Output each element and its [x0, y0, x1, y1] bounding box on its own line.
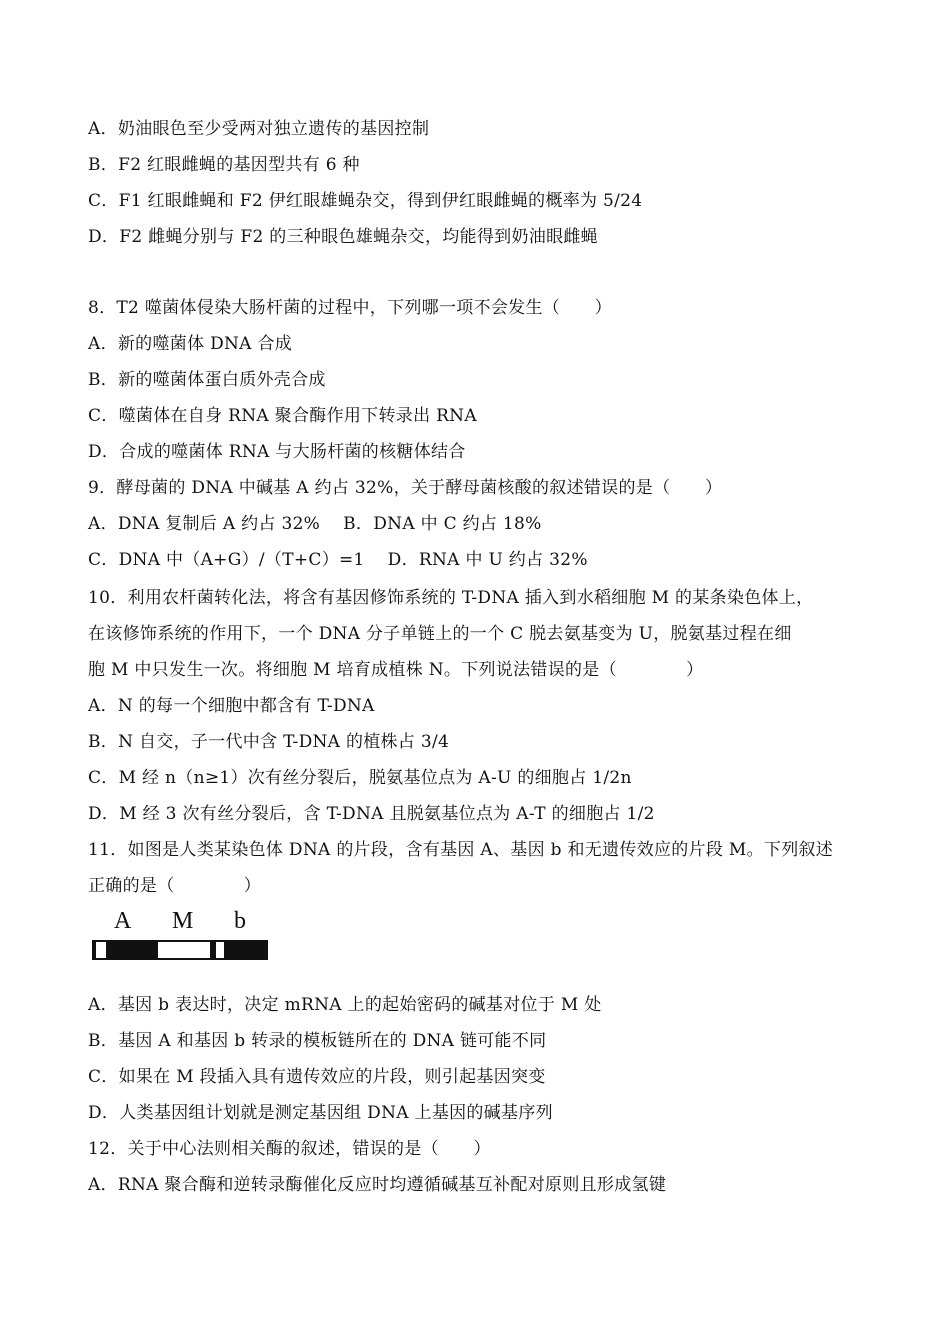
- q10-stem-line-3: 胞 M 中只发生一次。将细胞 M 培育成植株 N。下列说法错误的是（ ）: [88, 660, 704, 680]
- q7-option-c: C．F1 红眼雌蝇和 F2 伊红眼雄蝇杂交，得到伊红眼雌蝇的概率为 5/24: [88, 191, 643, 211]
- q11-stem-line-2: 正确的是（ ）: [88, 876, 261, 896]
- q12-option-a: A．RNA 聚合酶和逆转录酶催化反应时均遵循碱基互补配对原则且形成氢键: [88, 1175, 667, 1195]
- q11-option-c: C．如果在 M 段插入具有遗传效应的片段，则引起基因突变: [88, 1067, 546, 1087]
- q10-stem-line-1: 10．利用农杆菌转化法，将含有基因修饰系统的 T-DNA 插入到水稻细胞 M 的某条染色体上，: [88, 588, 814, 608]
- q10-option-b: B．N 自交，子一代中含 T-DNA 的植株占 3/4: [88, 732, 450, 752]
- q7-option-a: A．奶油眼色至少受两对独立遗传的基因控制: [88, 119, 430, 139]
- gene-b-label: b: [234, 908, 246, 934]
- q8-option-c: C．噬菌体在自身 RNA 聚合酶作用下转录出 RNA: [88, 406, 477, 426]
- q11-stem-line-1: 11．如图是人类某染色体 DNA 的片段，含有基因 A、基因 b 和无遗传效应的片段 M。下列叙述: [88, 840, 834, 860]
- q8-option-a: A．新的噬菌体 DNA 合成: [88, 334, 293, 354]
- q12-stem: 12．关于中心法则相关酶的叙述，错误的是（ ）: [88, 1139, 491, 1159]
- q10-option-c: C．M 经 n（n≥1）次有丝分裂后，脱氨基位点为 A-U 的细胞占 1/2n: [88, 768, 632, 788]
- q11-option-b: B．基因 A 和基因 b 转录的模板链所在的 DNA 链可能不同: [88, 1031, 547, 1051]
- dna-left-end: [92, 942, 96, 958]
- gene-b-divider: [210, 942, 216, 958]
- gene-a-segment: [106, 942, 158, 958]
- q9-options-cd: C．DNA 中（A+G）/（T+C）=1 D．RNA 中 U 约占 32%: [88, 550, 588, 570]
- segment-m: [158, 942, 210, 958]
- gene-b-segment: [224, 942, 268, 958]
- dna-segment-figure: [92, 908, 272, 964]
- q8-stem: 8．T2 噬菌体侵染大肠杆菌的过程中，下列哪一项不会发生（ ）: [88, 298, 612, 318]
- gene-a-label: A: [114, 908, 132, 934]
- q7-option-b: B．F2 红眼雌蝇的基因型共有 6 种: [88, 155, 360, 175]
- q11-option-a: A．基因 b 表达时，决定 mRNA 上的起始密码的碱基对位于 M 处: [88, 995, 602, 1015]
- q8-option-b: B．新的噬菌体蛋白质外壳合成: [88, 370, 326, 390]
- q9-stem: 9．酵母菌的 DNA 中碱基 A 约占 32%，关于酵母菌核酸的叙述错误的是（ ）: [88, 478, 723, 498]
- q8-option-d: D．合成的噬菌体 RNA 与大肠杆菌的核糖体结合: [88, 442, 466, 462]
- q7-option-d: D．F2 雌蝇分别与 F2 的三种眼色雄蝇杂交，均能得到奶油眼雌蝇: [88, 227, 598, 247]
- q10-stem-line-2: 在该修饰系统的作用下，一个 DNA 分子单链上的一个 C 脱去氨基变为 U，脱氨基过程在细: [88, 624, 792, 644]
- q10-option-a: A．N 的每一个细胞中都含有 T-DNA: [88, 696, 375, 716]
- segment-m-label: M: [172, 908, 194, 934]
- q9-options-ab: A．DNA 复制后 A 约占 32% B．DNA 中 C 约占 18%: [88, 514, 542, 534]
- q11-option-d: D．人类基因组计划就是测定基因组 DNA 上基因的碱基序列: [88, 1103, 553, 1123]
- q10-option-d: D．M 经 3 次有丝分裂后，含 T-DNA 且脱氨基位点为 A-T 的细胞占 1/2: [88, 804, 655, 824]
- dna-bar: [92, 940, 268, 960]
